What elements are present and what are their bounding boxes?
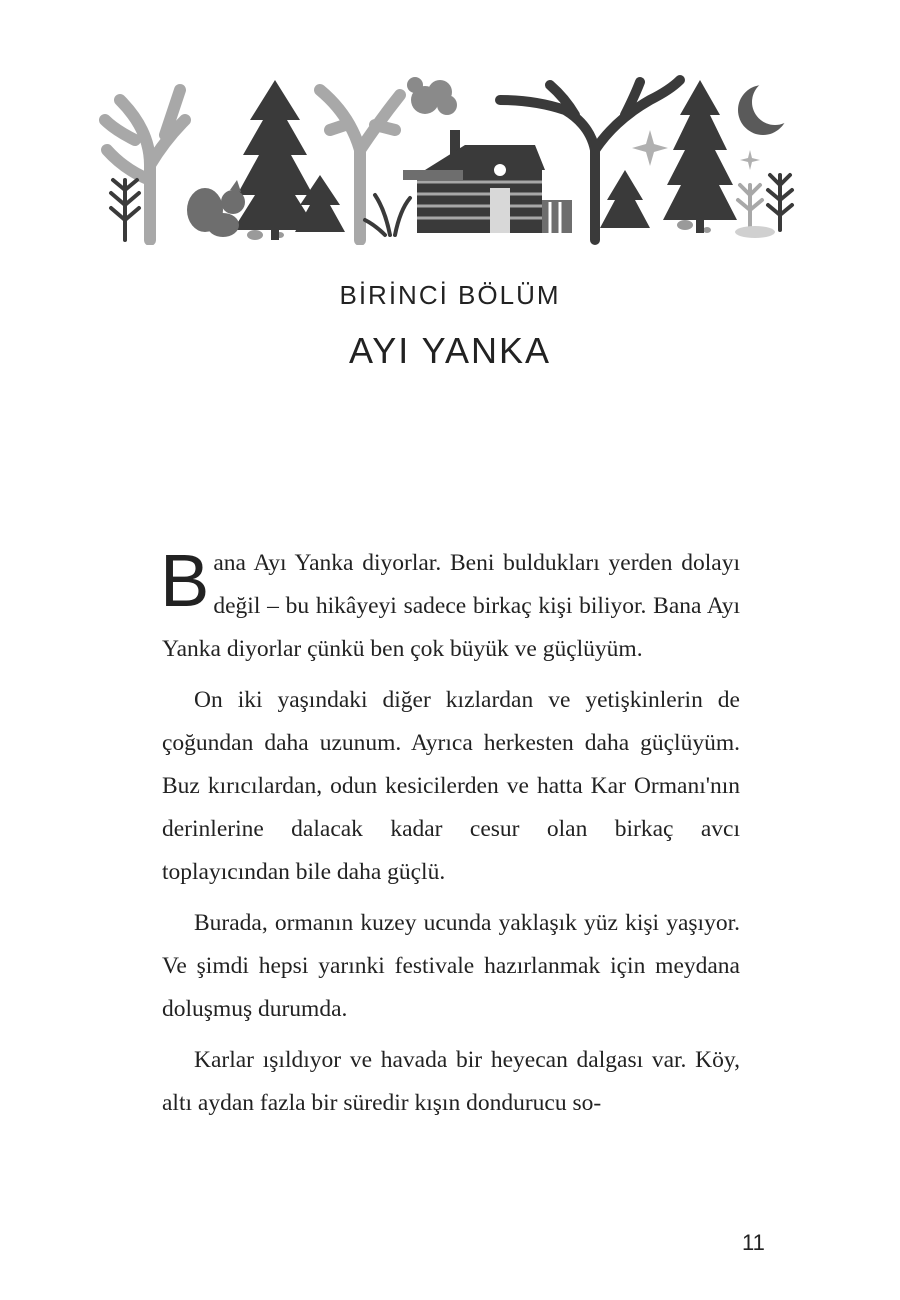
paragraph: Karlar ışıldıyor ve havada bir heyecan dalgası var. Köy, altı aydan fazla bir süredir kışın dondurucu so- [162, 1047, 740, 1116]
chapter-label: BİRİNCİ BÖLÜM [339, 280, 561, 310]
pine-tree-icon [663, 80, 737, 233]
fern-icon [768, 175, 792, 230]
forest-cabin-illustration [95, 70, 795, 245]
paragraph: Burada, ormanın kuzey ucunda yaklaşık yüz kişi yaşıyor. Ve şimdi hepsi yarınki festivale hazırlanmak için meydana doluşmuş durumda. [162, 910, 740, 1022]
smoke-cloud-icon [407, 77, 457, 115]
paragraph: On iki yaşındaki diğer kızlardan ve yetişkinlerin de çoğundan daha uzunum. Ayrıca herkesten daha güçlüyüm. Buz kırıcılardan, odun kesicilerden ve hatta Kar Ormanı'nın derinlerine dalacak kadar cesur olan birkaç avcı toplayıcından bile daha güçlü. [162, 687, 740, 885]
drop-cap: B [160, 539, 210, 622]
star-icon [740, 150, 760, 170]
crescent-moon-icon [738, 79, 795, 135]
paragraph-text: ana Ayı Yanka diyorlar. Beni buldukları yerden dolayı değil – bu hikâyeyi sadece birkaç kişi biliyor. Bana Ayı Yanka diyorlar çünkü ben çok büyük ve güçlüyüm. [162, 550, 740, 662]
fern-icon [111, 180, 139, 240]
pine-tree-icon [600, 170, 650, 228]
fern-icon [365, 195, 410, 235]
cabin-icon [403, 130, 572, 233]
squirrel-icon [187, 180, 245, 237]
bare-tree-icon [105, 90, 185, 240]
page-number: 11 [742, 1230, 765, 1255]
chapter-title: AYI YANKA [348, 330, 552, 371]
fern-icon [738, 185, 762, 230]
paragraph [160, 539, 740, 671]
chapter-body [160, 539, 740, 1133]
star-icon [632, 130, 668, 166]
